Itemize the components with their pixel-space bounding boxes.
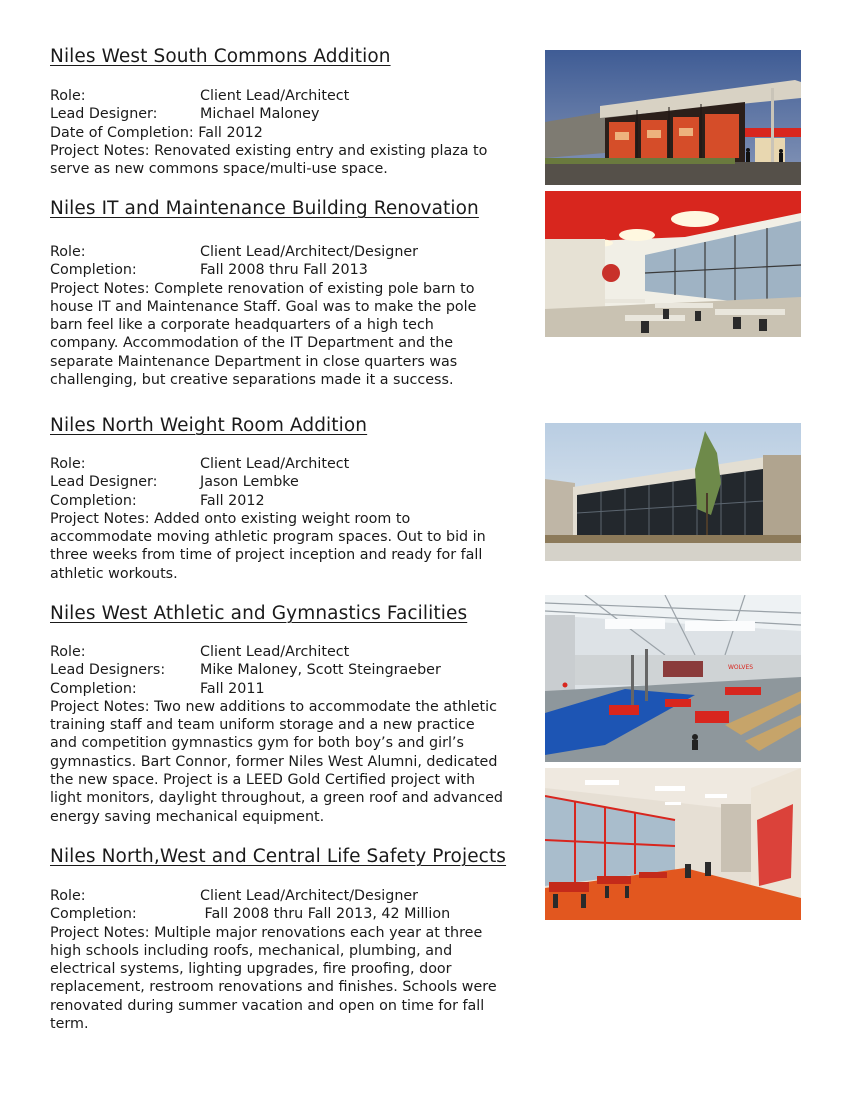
field-label: Lead Designer: — [50, 474, 158, 491]
field-value: Client Lead/Architect — [200, 644, 350, 660]
project-5-details — [50, 887, 505, 1033]
project-4-details — [50, 643, 505, 826]
south-commons-photo — [545, 50, 801, 185]
project-4-role-row — [50, 643, 505, 661]
project-4-title: Niles West Athletic and Gymnastics Facilities — [50, 603, 468, 624]
field-value: Client Lead/Architect — [200, 456, 350, 472]
field-label: Role: — [50, 88, 86, 104]
gymnastics-gym-photo — [545, 595, 801, 762]
project-3-details — [50, 455, 505, 583]
project-5-notes: Project Notes: Multiple major renovations each year at three high schools including roofs, mechanical, plumbing, and electrical systems, lighting upgrades, fire proofing, door replacement, restroom renovations and finishes. Schools were renovated during summer vacation and open on time for fall term. — [50, 924, 497, 1033]
field-label: Role: — [50, 244, 86, 260]
field-label: Role: — [50, 888, 86, 904]
field-value: Fall 2008 thru Fall 2013 — [200, 262, 368, 279]
project-5-title: Niles North,West and Central Life Safety Projects — [50, 846, 507, 867]
field-value: Jason Lembke — [200, 474, 299, 491]
commons-interior-photo — [545, 191, 801, 337]
field-value: Client Lead/Architect — [200, 88, 350, 104]
training-room-photo — [545, 768, 801, 920]
field-label: Lead Designers: — [50, 662, 166, 679]
field-value: Fall 2011 — [200, 680, 265, 697]
field-label: Completion: — [50, 262, 137, 279]
project-5-completion-row — [50, 905, 505, 923]
field-value: Mike Maloney, Scott Steingraeber — [200, 662, 441, 679]
project-4-completion-row — [50, 680, 505, 698]
field-value: Fall 2008 thru Fall 2013, 42 Million — [200, 906, 451, 923]
field-value: Michael Maloney — [200, 106, 320, 123]
project-4-designers-row — [50, 661, 505, 679]
field-label: Completion: — [50, 906, 137, 923]
project-5-role-row — [50, 887, 505, 905]
project-1-notes: Project Notes: Renovated existing entry and existing plaza to serve as new commons space/multi-use space. — [50, 142, 488, 178]
project-2-details — [50, 243, 505, 389]
project-3-title: Niles North Weight Room Addition — [50, 415, 368, 436]
project-2-completion-row — [50, 261, 505, 279]
gym-banner-text: WOLVES — [728, 664, 754, 671]
field-label: Role: — [50, 644, 86, 660]
field-value: Fall 2012 — [200, 492, 265, 509]
project-2-title: Niles IT and Maintenance Building Renovation — [50, 198, 479, 219]
field-label: Role: — [50, 456, 86, 472]
project-1-role-row — [50, 87, 505, 105]
project-1-title: Niles West South Commons Addition — [50, 46, 391, 67]
project-4-notes: Project Notes: Two new additions to accommodate the athletic training staff and team uniform storage and a new practice and competition gymnastics gym for both boy’s and girl’s gymnastics. Bart Connor, former Niles West Alumni, dedicated the new space. Project is a LEED Gold Certified project with light monitors, daylight throughout, a green roof and advanced energy saving mechanical equipment. — [50, 698, 503, 825]
project-3-notes: Project Notes: Added onto existing weight room to accommodate moving athletic program spaces. Out to bid in three weeks from time of project inception and ready for fall athletic workouts. — [50, 510, 486, 582]
project-2-notes: Project Notes: Complete renovation of existing pole barn to house IT and Maintenance Staff. Goal was to make the pole barn feel like a corporate headquarters of a high tech company. Accommodation of the IT Department and the separate Maintenance Department in close quarters was challenging, but creative separations made it a success. — [50, 280, 477, 389]
field-value: Client Lead/Architect/Designer — [200, 888, 419, 904]
field-value: Client Lead/Architect/Designer — [200, 244, 419, 260]
field-label: Completion: — [50, 680, 137, 697]
weight-room-photo — [545, 423, 801, 561]
project-1-date-row: Date of Completion: Fall 2012 — [50, 124, 263, 141]
field-label: Completion: — [50, 492, 137, 509]
field-label: Lead Designer: — [50, 106, 158, 123]
project-3-role-row — [50, 455, 505, 473]
project-1-details — [50, 87, 505, 178]
project-1-designer-row — [50, 105, 505, 123]
project-3-designer-row — [50, 473, 505, 491]
project-2-role-row — [50, 243, 505, 261]
project-3-completion-row — [50, 492, 505, 510]
